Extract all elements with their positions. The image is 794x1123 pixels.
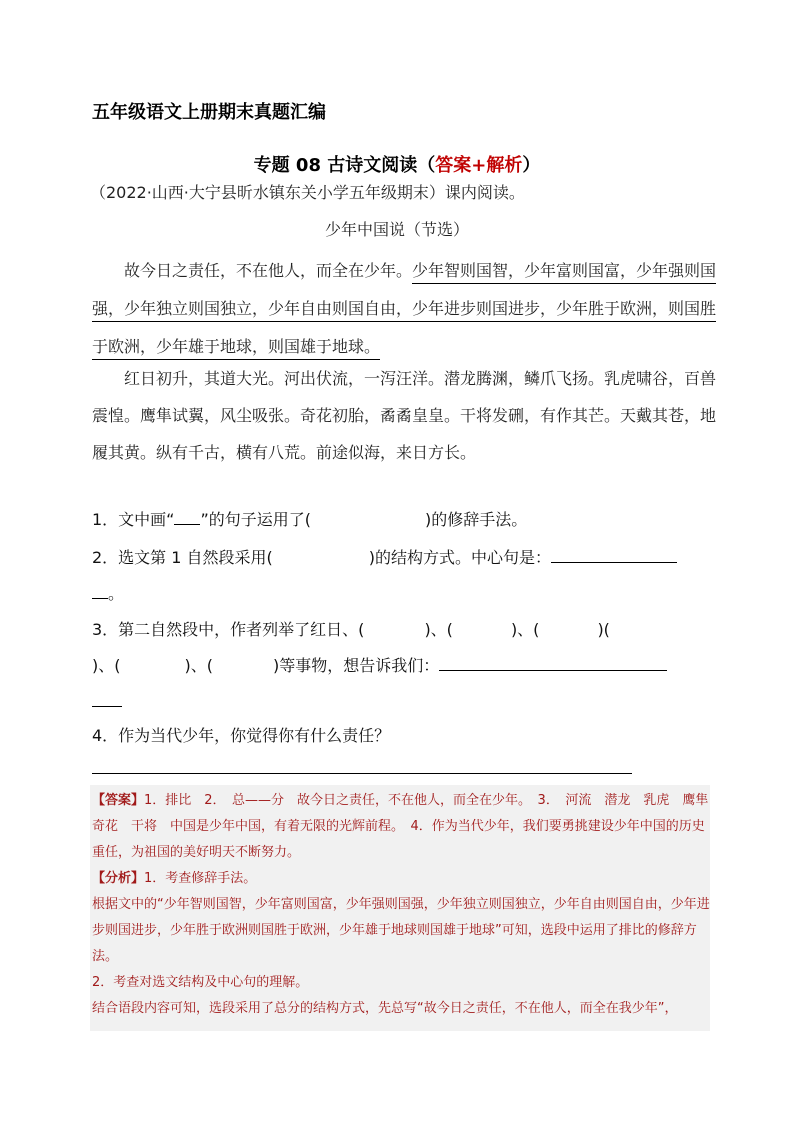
analysis-tag: 【分析】: [92, 871, 145, 886]
answer-line[interactable]: [92, 773, 632, 774]
question-4: 4．作为当代少年，你觉得你有什么责任？: [92, 726, 391, 745]
q3-answer-blank[interactable]: [439, 670, 667, 671]
answer-tag: 【答案】: [92, 793, 145, 808]
title-close: ）: [522, 155, 541, 176]
poem-title: 少年中国说（节选）: [324, 220, 469, 239]
answer-paragraph: [92, 788, 722, 866]
document-title: [0, 151, 794, 177]
analysis-2-title: 2．考查对选文结构及中心句的理解。: [92, 975, 309, 990]
answer-text: 1．排比 2． 总——分 故今日之责任，不在他人，而全在少年。 3． 河流 潜龙 乳虎 鹰隼 奇花 干将 中国是少年中国，有着无限的光辉前程。 4．作为当代少年，我们要勇挑建设少年中国的历史重任，为祖国的美好明天不断努力。: [92, 793, 722, 860]
q3-text-c: )等事物，想告诉我们：: [273, 656, 440, 675]
q1-text-a: 1．文中画“: [92, 510, 175, 529]
q2-center-blank[interactable]: [551, 562, 677, 563]
analysis-2-text: 结合语段内容可知，选段采用了总分的结构方式，先总写“故今日之责任，不在他人，而全在我少年”，: [92, 1001, 678, 1016]
q2-center-blank-cont[interactable]: [92, 598, 108, 599]
title-accent: 答案+解析: [435, 155, 523, 176]
title-main: 专题 08 古诗文阅读（: [253, 155, 436, 176]
q3-sep-4: )、(: [92, 656, 121, 675]
q3-text-a: 3．第二自然段中，作者列举了红日、(: [92, 620, 365, 639]
question-3: [92, 612, 722, 720]
q3-sep-1: )、(: [424, 620, 453, 639]
q2-text-b: )的结构方式。中心句是：: [368, 548, 552, 567]
analysis-1-title: [92, 866, 710, 892]
paragraph-1-underlined: 少年智则国智，少年富则国富，少年强则国强，少年独立则国独立，少年自由则国自由，少年进步则国进步，少年胜于欧洲，则国胜于欧洲，少年雄于地球，则国雄于地球。: [92, 261, 716, 360]
q2-text-c: 。: [108, 584, 125, 603]
q1-text-c: )的修辞手法。: [425, 510, 528, 529]
q1-mark-blank: [174, 524, 200, 525]
source-line: （2022·山西·大宁县昕水镇东关小学五年级期末）课内阅读。: [90, 183, 525, 202]
analysis-1-title-text: 1．考查修辞手法。: [144, 871, 257, 886]
q3-sep-5: )、(: [184, 656, 213, 675]
q2-text-a: 2．选文第 1 自然段采用(: [92, 548, 273, 567]
page-header: 五年级语文上册期末真题汇编: [92, 102, 326, 123]
q3-answer-blank-cont[interactable]: [92, 706, 122, 707]
paragraph-1-plain: 故今日之责任，不在他人，而全在少年。: [124, 261, 413, 280]
paragraph-1: [92, 252, 722, 366]
paragraph-2: 红日初升，其道大光。河出伏流，一泻汪洋。潜龙腾渊，鳞爪飞扬。乳虎啸谷，百兽震惶。鹰隼试翼，风尘吸张。奇花初胎，矞矞皇皇。干将发硎，有作其芒。天戴其苍，地履其黄。纵有千古，横有八荒。前途似海，来日方长。: [92, 369, 717, 462]
analysis-1-text: 根据文中的“少年智则国智，少年富则国富，少年强则国强，少年独立则国独立，少年自由则国自由，少年进步则国进步，少年胜于欧洲则国胜于欧洲，少年雄于地球则国雄于地球”可知，选段中运用了排比的修辞方法。: [92, 897, 710, 964]
question-1: [92, 502, 722, 538]
q3-sep-2: )、(: [510, 620, 540, 639]
q3-sep-3: )(: [597, 620, 610, 639]
q1-text-b: ”的句子运用了(: [200, 510, 312, 529]
question-2: [92, 540, 722, 612]
answer-box: [90, 785, 722, 1031]
